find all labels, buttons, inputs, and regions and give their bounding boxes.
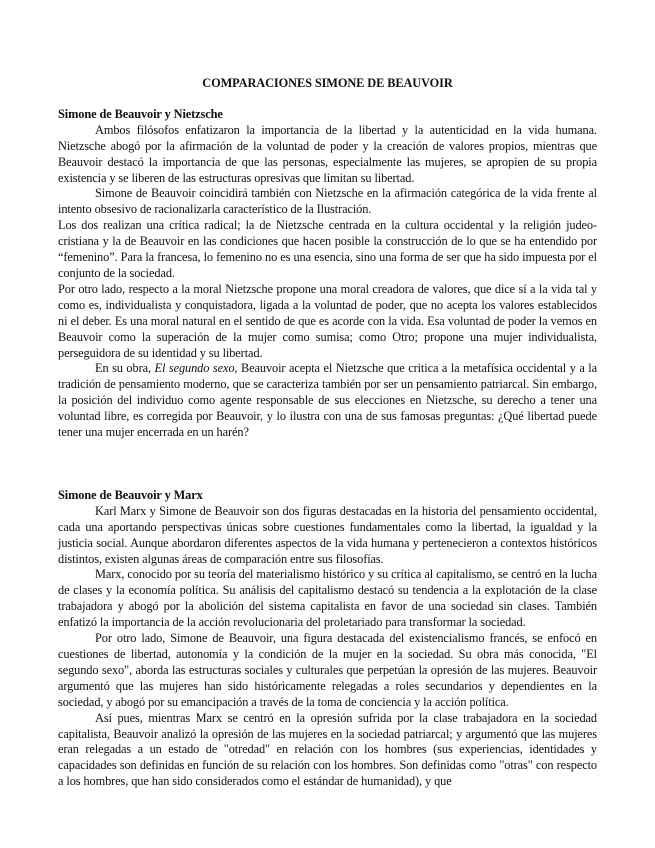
section-marx (58, 488, 597, 790)
paragraph-with-book-title (58, 361, 597, 441)
section-heading-marx: Simone de Beauvoir y Marx (58, 487, 203, 502)
section-nietzsche (58, 107, 597, 441)
paragraph: Simone de Beauvoir coincidirá también con Nietzsche en la afirmación categórica de la vida frente al intento obsesivo de racionalizarla característico de la Ilustración. (58, 186, 597, 217)
paragraph: Los dos realizan una crítica radical; la de Nietzsche centrada en la cultura occidental y la religión judeo-cristiana y la de Beauvoir en las condiciones que hacen posible la construcción de lo que se ha entendido por “femenino”. Para la francesa, lo femenino no es una esencia, sino una forma de ser que ha sido impuesta por el conjunto de la sociedad. (58, 218, 597, 280)
section-spacer (58, 441, 597, 488)
section-heading-nietzsche: Simone de Beauvoir y Nietzsche (58, 106, 223, 121)
paragraph: Ambos filósofos enfatizaron la importancia de la libertad y la autenticidad en la vida humana. Nietzsche abogó por la afirmación de la voluntad de poder y la creación de valores propios, mientras que Beauvoir destacó la importancia de que las personas, especialmente las mujeres, se apropien de su propia existencia y se liberen de las estructuras opresivas que limitan su libertad. (58, 122, 597, 185)
document-title: COMPARACIONES SIMONE DE BEAUVOIR (202, 76, 453, 90)
document-page (58, 76, 597, 790)
book-title-italic: El segundo sexo (154, 361, 235, 376)
paragraph: Por otro lado, Simone de Beauvoir, una figura destacada del existencialismo francés, se enfocó en cuestiones de libertad, autonomía y la condición de la mujer en la sociedad. Su obra más conocida, "El segundo sexo", aborda las estructuras sociales y culturales que perpetúan la opresión de las mujeres. Beauvoir argumentó que las mujeres han sido históricamente relegadas a roles secundarios y dependientes en la sociedad, y abogó por su emancipación a través de la toma de conciencia y la acción política. (58, 631, 597, 709)
paragraph: Así pues, mientras Marx se centró en la opresión sufrida por la clase trabajadora en la sociedad capitalista, Beauvoir analizó la opresión de las mujeres en la sociedad patriarcal; y argumentó que las mujeres eran relegadas a un estado de "otredad" en relación con los hombres (sus experiencias, identidades y capacidades son definidas en función de su relación con los hombres. Son definidas como "otras" con respecto a los hombres, que han sido considerados como el estándar de humanidad), y que (58, 710, 597, 789)
paragraph: Por otro lado, respecto a la moral Nietzsche propone una moral creadora de valores, que dice sí a la vida tal y como es, individualista y conquistadora, ligada a la voluntad de poder, que no acepta los valores establecidos ni el deber. Es una moral natural en el sentido de que es acorde con la vida. Esa voluntad de poder la vemos en Beauvoir como la superación de la mujer como sumisa; como Otro; propone una mujer individualista, perseguidora de su identidad y su libertad. (58, 281, 597, 360)
paragraph-text-before: En su obra, (95, 361, 155, 376)
paragraph-text-after: , Beauvoir acepta el Nietzsche que critica a la metafísica occidental y a la tradición de pensamiento moderno, que se caracteriza también por ser un pensamiento patriarcal. Sin embargo, la posición del individuo como agente responsable de sus elecciones en Nietzsche, su derecho a tener una voluntad libre, es corregida por Beauvoir, y lo ilustra con una de sus famosas preguntas: ¿Qué libertad puede tener una mujer encerrada en un harén? (58, 361, 598, 440)
paragraph: Karl Marx y Simone de Beauvoir son dos figuras destacadas en la historia del pensamiento occidental, cada una aportando perspectivas únicas sobre cuestiones fundamentales como la libertad, la igualdad y la justicia social. Aunque abordaron diferentes aspectos de la vida humana y pertenecieron a contextos históricos distintos, existen algunas áreas de comparación entre sus filosofías. (58, 503, 597, 566)
paragraph: Marx, conocido por su teoría del materialismo histórico y su crítica al capitalismo, se centró en la lucha de clases y la economía política. Su análisis del capitalismo destacó su tendencia a la explotación de la clase trabajadora y abogó por la abolición del sistema capitalista en favor de una sociedad sin clases. También enfatizó la importancia de la acción revolucionaria del proletariado para transformar la sociedad. (58, 567, 597, 630)
